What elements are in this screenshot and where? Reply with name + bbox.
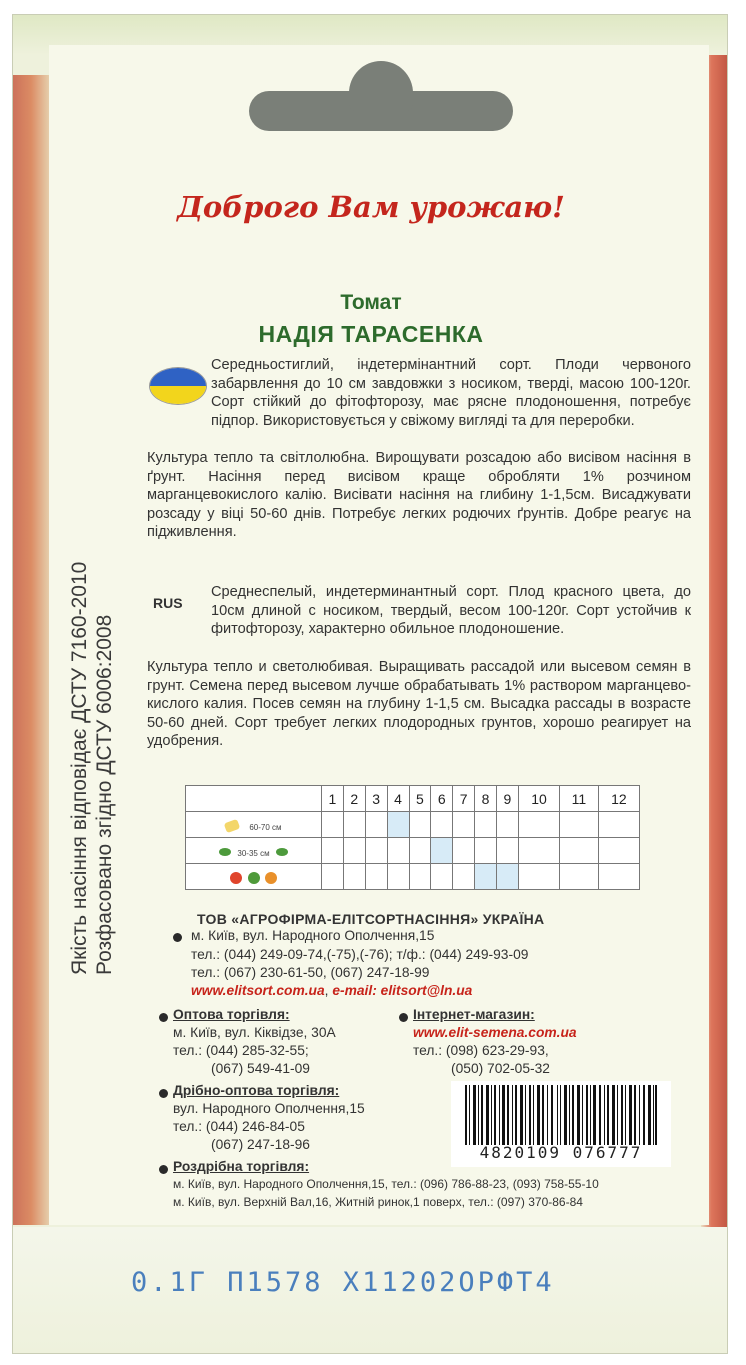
- calendar-planting-row: [186, 838, 640, 864]
- shop-phone2: (050) 702-05-32: [451, 1061, 550, 1076]
- seedling-icon: [219, 848, 231, 856]
- seed-packet: [12, 14, 728, 1354]
- quality-vertical-text: [67, 475, 117, 975]
- cabbage-icon: [248, 872, 260, 884]
- shop-title: Інтернет-магазин:: [413, 1007, 535, 1022]
- company-email-link[interactable]: elitsort@ln.ua: [380, 983, 473, 998]
- bullet-icon: [159, 1089, 168, 1098]
- wholesale-phone1: тел.: (044) 285-32-55;: [173, 1043, 309, 1058]
- planting-cell: [431, 838, 453, 864]
- month-2: 2: [343, 786, 365, 812]
- hang-hole: [249, 61, 513, 131]
- barcode: [451, 1081, 671, 1167]
- shop-phone1: тел.: (098) 623-29-93,: [413, 1043, 549, 1058]
- email-label: e-mail:: [332, 983, 377, 998]
- month-6: 6: [431, 786, 453, 812]
- carrot-icon: [265, 872, 277, 884]
- month-5: 5: [409, 786, 431, 812]
- retail-line2: м. Київ, вул. Верхній Вал,16, Житній ринок,1 поверх, тел.: (097) 370-86-84: [173, 1195, 583, 1209]
- seed-pack-icon: [224, 819, 241, 833]
- small-wholesale-title: Дрібно-оптова торгівля:: [173, 1083, 340, 1098]
- harvest-cell: [497, 864, 519, 890]
- bullet-icon: [173, 933, 182, 942]
- month-10: 10: [518, 786, 559, 812]
- bullet-icon: [159, 1165, 168, 1174]
- company-web-line: www.elitsort.com.ua, e-mail: elitsort@ln.ua: [191, 983, 473, 998]
- month-4: 4: [387, 786, 409, 812]
- ru-label: RUS: [153, 595, 183, 611]
- barcode-bars: [465, 1085, 657, 1145]
- bullet-icon: [399, 1013, 408, 1022]
- quality-line: Якість насіння відповідає ДСТУ 7160-2010: [68, 561, 91, 975]
- variety-name: НАДІЯ ТАРАСЕНКА: [258, 321, 484, 347]
- tomato-image-left: [13, 75, 53, 1225]
- calendar-sowing-row: [186, 812, 640, 838]
- sowing-spacing: 60-70 см: [249, 822, 282, 832]
- description-ua-p1: Середньостиглий, індетермінантний сорт. Плоди червоного забарвлення до 10 см завдовжки з носиком, тверді, масою 100-120г. Сорт стійкий до фітофторозу, має рясне плодоношення, потребує підпор. Використовується у свіжому вигляді та для переробки.: [211, 357, 691, 429]
- description-ru-p2: Культура тепло и светолюбивая. Выращивать рассадой или высевом семян в грунт. Семена перед высевом лучше обрабатывать 1% раствором марганцево-кислого калия. Посев семян на глубину 1-1,5 см. Высадка рассады в возрасте 50-60 дней. Сорт требует легких плодородных грунтов, хорошо реагирует на удобрения.: [147, 659, 691, 750]
- batch-stamp: 0.1Г П1578 Х11202ОРФТ4: [131, 1267, 555, 1298]
- slogan: Доброго Вам урожаю!: [177, 190, 565, 224]
- tomato-icon: [230, 872, 242, 884]
- packing-line: Розфасовано згідно ДСТУ 6006:2008: [93, 614, 116, 975]
- company-name: ТОВ «АГРОФІРМА-ЕЛІТСОРТНАСІННЯ» УКРАЇНА: [197, 911, 545, 927]
- planting-spacing: 30-35 см: [237, 848, 270, 858]
- growing-calendar: [185, 785, 640, 890]
- company-mobile: тел.: (067) 230-61-50, (067) 247-18-99: [191, 965, 430, 980]
- description-ru-p1: Среднеспелый, индетерминантный сорт. Плод красного цвета, до 10см длиной с носиком, твердый, весом 100-120г. Сорт устойчив к фитофторозу, характерно обильное плодоношение.: [211, 584, 691, 638]
- crop-name: Томат: [340, 291, 402, 314]
- month-1: 1: [322, 786, 344, 812]
- company-address: м. Київ, вул. Народного Ополчення,15: [191, 928, 435, 943]
- company-website-link[interactable]: www.elitsort.com.ua: [191, 983, 325, 998]
- small-wholesale-phone2: (067) 247-18-96: [211, 1137, 310, 1152]
- month-3: 3: [365, 786, 387, 812]
- retail-title: Роздрібна торгівля:: [173, 1159, 310, 1174]
- wholesale-title: Оптова торгівля:: [173, 1007, 290, 1022]
- month-9: 9: [497, 786, 519, 812]
- small-wholesale-phone1: тел.: (044) 246-84-05: [173, 1119, 305, 1134]
- month-11: 11: [560, 786, 599, 812]
- barcode-number: 4820109 076777: [479, 1143, 643, 1162]
- wholesale-address: м. Київ, вул. Кіквідзе, 30А: [173, 1025, 336, 1040]
- month-8: 8: [475, 786, 497, 812]
- ukraine-flag-icon: [149, 367, 207, 405]
- description-ua-p2: Культура тепло та світлолюбна. Вирощувати розсадою або висівом насіння в ґрунт. Насіння перед висівом краще обробляти 1% розчином марганцевокислого калію. Висівати насіння на глибину 1-1,5см. Висаджувати розсаду у віці 50-60 днів. Потребує легких родючих ґрунтів. Добре реагує на підживлення.: [147, 450, 691, 541]
- sowing-cell: [387, 812, 409, 838]
- calendar-header-row: [186, 786, 640, 812]
- bullet-icon: [159, 1013, 168, 1022]
- calendar-harvest-row: [186, 864, 640, 890]
- small-wholesale-address: вул. Народного Ополчення,15: [173, 1101, 365, 1116]
- seedling-icon: [276, 848, 288, 856]
- month-7: 7: [453, 786, 475, 812]
- shop-website-link[interactable]: www.elit-semena.com.ua: [413, 1025, 577, 1040]
- wholesale-phone2: (067) 549-41-09: [211, 1061, 310, 1076]
- retail-line1: м. Київ, вул. Народного Ополчення,15, тел.: (096) 786-88-23, (093) 758-55-10: [173, 1177, 599, 1191]
- harvest-cell: [475, 864, 497, 890]
- month-12: 12: [598, 786, 639, 812]
- company-phones: тел.: (044) 249-09-74,(-75),(-76); т/ф.: (044) 249-93-09: [191, 947, 529, 962]
